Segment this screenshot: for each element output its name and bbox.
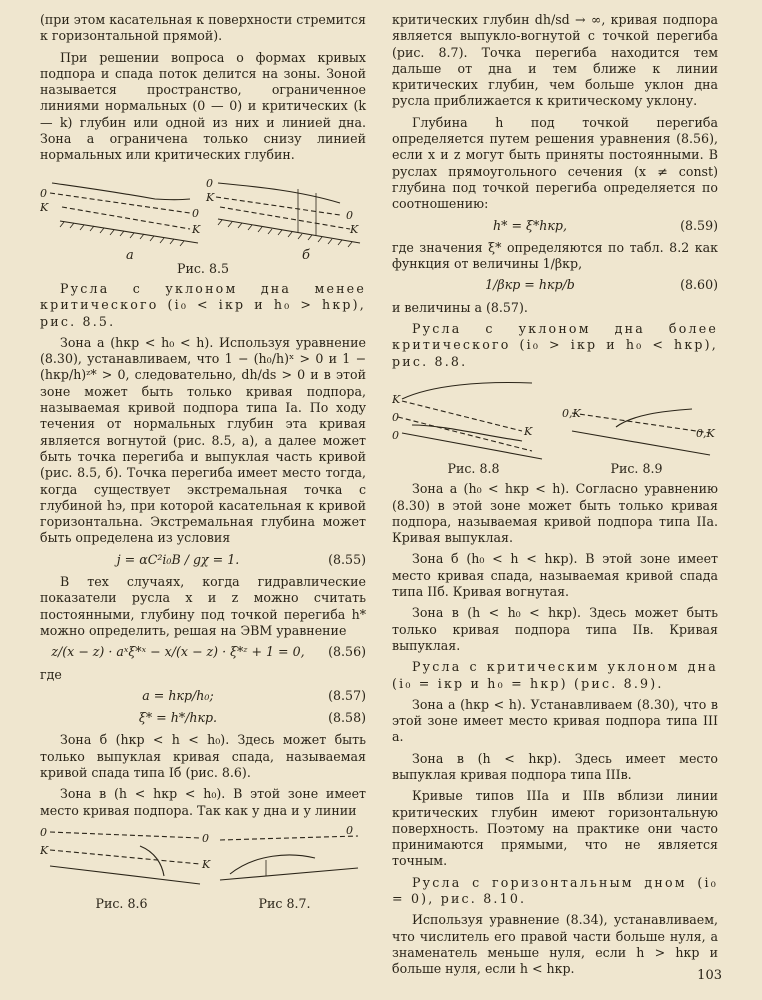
equation-body: z/(x − z) · aˣξ*ˣ − x/(x − z) · ξ*ᶻ + 1 = 0, — [51, 644, 305, 660]
equation-8-58 — [40, 710, 366, 726]
svg-text:K: K — [202, 857, 211, 871]
paragraph: Используя уравнение (8.34), устанавливаем, что числитель его правой части больше нуля, а знаменатель меньше нуля, если h > hкр и больше нуля, если h < hкр. — [392, 912, 718, 977]
paragraph: Зона а (h₀ < hкр < h). Согласно уравнению (8.30) в этой зоне может быть только кривая подпора, называемая кривой подпора типа IIа. Кривая выпуклая. — [392, 481, 718, 546]
paragraph: и величины а (8.57). — [392, 299, 528, 315]
paragraph: Зона в (h < h₀ < hкр). Здесь может быть только кривая подпора типа IIв. Кривая выпуклая. — [392, 605, 718, 653]
equation-body: j = αC²i₀B / gχ = 1. — [116, 551, 240, 567]
equation-8-57 — [40, 688, 366, 704]
paragraph: Зона а (hкр < h). Устанавливаем (8.30), что в этой зоне имеет место кривая подпора типа III а. — [392, 696, 718, 745]
svg-text:K: K — [350, 222, 359, 236]
equation-8-55 — [40, 552, 366, 568]
paragraph: где значения ξ* определяются по табл. 8.2 как функция от величины 1/βкр, — [392, 239, 718, 272]
figure-caption: Рис. 8.6 — [95, 895, 148, 911]
equation-8-56 — [40, 644, 366, 660]
paragraph: Зона б (h₀ < h < hкр). В этой зоне имеет место кривая спада, называемая кривой спада типа IIб. Кривая вогнутая. — [392, 551, 718, 600]
paragraph: Зона в (h < hкр < h₀). В этой зоне имеет место кривая подпора. Так как у дна и у линии — [40, 786, 366, 818]
paragraph: Глубина h под точкой перегиба определяется путем решения уравнения (8.56), если x и z могут быть приняты постоянными. В руслах прямоугольного сечения (x ≠ const) глубина под точкой перегиба определяется по соотношению: — [392, 114, 718, 212]
svg-text:0: 0 — [392, 428, 399, 442]
svg-text:0: 0 — [206, 176, 213, 190]
svg-text:0: 0 — [392, 410, 399, 424]
svg-text:K: K — [40, 200, 49, 214]
equation-8-60 — [392, 277, 718, 293]
figures-8-8-8-9 — [392, 375, 718, 477]
left-column — [40, 12, 366, 916]
figure-caption: Рис 8.7. — [258, 895, 311, 911]
paragraph: критических глубин dh/sd → ∞, кривая подпора является выпукло-вогнутой с точкой перегиба (рис. 8.7). Точка перегиба находится тем дальше от дна и тем ближе к линии критических глубин, чем больше уклон дна русла приближается к критическому уклону. — [392, 12, 718, 109]
equation-body: a = hкр/h₀; — [142, 687, 214, 703]
page-number: 103 — [697, 968, 722, 983]
svg-text:0: 0 — [40, 825, 47, 839]
svg-text:0,K: 0,K — [696, 426, 715, 440]
equation-number: (8.57) — [328, 687, 366, 703]
svg-text:0,K: 0,K — [562, 406, 581, 420]
subfigure-a-label: а — [126, 247, 134, 261]
equation-body: ξ* = h*/hкр. — [138, 710, 218, 726]
svg-text:0: 0 — [40, 186, 47, 200]
equation-number: (8.59) — [680, 217, 718, 233]
figure-caption: Рис. 8.5 — [177, 260, 229, 276]
svg-text:0: 0 — [202, 831, 209, 845]
equation-number: (8.58) — [328, 710, 366, 726]
equation-body: 1/βкр = hкр/b — [485, 277, 575, 293]
figures-8-6-8-7-drawing — [40, 824, 366, 896]
equation-number: (8.55) — [328, 551, 366, 567]
right-column — [392, 12, 718, 983]
figure-caption: Рис. 8.8 — [447, 460, 500, 476]
subfigure-b-label: б — [302, 247, 310, 261]
equation-number: (8.60) — [680, 277, 718, 293]
figure-8-5 — [40, 169, 366, 277]
svg-text:0: 0 — [346, 823, 353, 837]
paragraph: В тех случаях, когда гидравлические показатели русла x и z можно считать постоянными, глубину под точкой перегиба h* можно определить, решая на ЭВМ уравнение — [40, 574, 366, 638]
figure-caption: Рис. 8.9 — [610, 460, 663, 476]
section-heading: Русла с уклоном дна менее критического (i₀ < iкр и h₀ > hкр), рис. 8.5. — [40, 280, 366, 329]
equation-body: h* = ξ*hкр, — [493, 217, 567, 233]
svg-text:K: K — [524, 424, 533, 438]
paragraph: Кривые типов IIIа и IIIв вблизи линии критических глубин имеют горизонтальную поверхность. Поэтому на практике они часто принимаются прямыми, что не является точным. — [392, 788, 718, 869]
svg-text:K: K — [206, 190, 215, 204]
paragraph: где — [40, 666, 62, 682]
figures-8-6-8-7 — [40, 824, 366, 912]
svg-text:0: 0 — [346, 208, 353, 222]
figures-8-8-8-9-drawing — [392, 375, 718, 461]
paragraph: Зона б (hкр < h < h₀). Здесь может быть только выпуклая кривая спада, называемая кривой спада типа Iб (рис. 8.6). — [40, 732, 366, 780]
svg-text:0: 0 — [192, 206, 199, 220]
svg-text:K: K — [192, 222, 201, 236]
section-heading: Русла с уклоном дна более критического (i₀ > iкр и h₀ < hкр), рис. 8.8. — [392, 321, 718, 369]
equation-8-59 — [392, 218, 718, 234]
svg-text:K: K — [40, 843, 49, 857]
equation-number: (8.56) — [328, 644, 366, 660]
paragraph: При решении вопроса о формах кривых подпора и спада поток делится на зоны. Зоной называется пространство, ограниченное линиями нормальных (0 — 0) и критических (k — k) глубин или одной из них и линией дна. Зона а ограничена только снизу линией нормальных или критических глубин. — [40, 49, 366, 163]
paragraph: (при этом касательная к поверхности стремится к горизонтальной прямой). — [40, 12, 366, 44]
figure-8-5-drawing — [40, 169, 366, 261]
paragraph: Зона в (h < hкр). Здесь имеет место выпуклая кривая подпора типа IIIв. — [392, 750, 718, 782]
section-heading: Русла с горизонтальным дном (i₀ = 0), рис. 8.10. — [392, 874, 718, 907]
paragraph: Зона а (hкр < h₀ < h). Используя уравнение (8.30), устанавливаем, что 1 − (h₀/h)ˣ > 0 и 1 − (hкр/h)ᶻ* > 0, следовательно, dh/ds > 0 и в этой зоне может быть только кривая подпора, называемая кривой подпора типа Iа. По ходу течения от нормальных глубин эта кривая является вогнутой (рис. 8.5, а), а далее может быть точка перегиба и выпуклая часть кривой (рис. 8.5, б). Точка перегиба имеет место тогда, когда существует экстремальная точка с глубиной hэ, при которой касательная к кривой горизонтальна. Экстремальная глубина может быть определена из условия — [40, 334, 366, 546]
svg-text:K: K — [392, 392, 401, 406]
section-heading: Русла с критическим уклоном дна (i₀ = iкр и h₀ = hкр) (рис. 8.9). — [392, 659, 718, 691]
